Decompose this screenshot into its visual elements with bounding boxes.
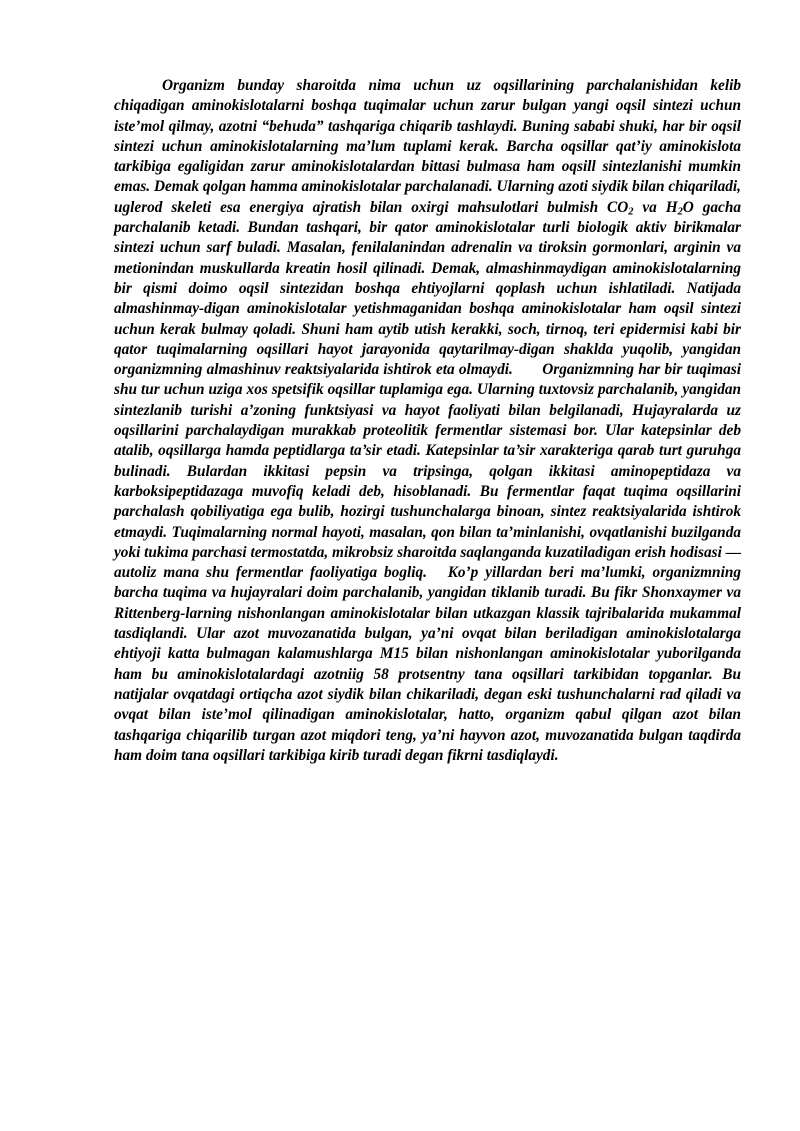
co2-formula — [607, 199, 633, 216]
paragraph-2: Organizmning har bir tuqimasi shu tur uchun uziga xos spetsifik oqsillar tuplamiga ega. Ularning tuxtovsiz parchalanib, yangidan sintezlanib turishi a’zoning funktsiyasi va hayot faoliyati bilan belgilanadi, Hujayralarda uz oqsillarini parchalaydigan murakkab proteolitik fermentlar sistemasi bor. Ular katepsinlar deb atalib, oqsillarga hamda peptidlarga ta’sir etadi. Katepsinlar ta’sir xarakteriga qarab turt guruhga bulinadi. Bulardan ikkitasi pepsin va tripsinga, qolgan ikkitasi aminopeptidaza va karboksipeptidazaga muvofiq keladi deb, hisoblanadi. Bu fermentlar faqat tuqima oqsillarini parchalash qobiliyatiga ega bulib, hozirgi tushunchalarga binoan, sintez reaktsiyalarida ishtirok etmaydi. Tuqimalarning normal hayoti, masalan, qon bilan ta’minlanishi, ovqatlanishi buzilganda yoki tukima parchasi termostatda, mikrobsiz sharoitda saqlanganda kuzatiladigan erish hodisasi — autoliz mana shu fermentlar faoliyatiga bogliq. — [114, 361, 741, 582]
paragraph-1: Organizm bunday sharoitda nima uchun uz oqsillarining parchalanishidan kelib chiqadigan aminokislotalarni boshqa tuqimalar uchun zarur bulgan yangi oqsil sintezi uchun iste’mol qilmay, azotni “behuda” tashqariga chiqarib tashlaydi. Buning sababi shuki, har bir oqsil sintezi uchun aminokislotalarning ma’lum tuplami kerak. Barcha oqsillar qat’iy aminokislota tarkibiga egaligidan zarur aminokislotalardan bittasi bulmasa ham oqsill sintezlanishi mumkin emas. Demak qolgan hamma aminokislotalar parchalanadi. Ularning azoti siydik bilan chiqariladi, uglerod skeleti esa energiya ajratish bilan oxirgi mahsulotlari bulmish — [114, 77, 741, 216]
h2o-formula — [666, 199, 694, 216]
paragraph-1-end: gacha parchalanib ketadi. Bundan tashqari, bir qator aminokislotalar turli biologik aktiv birikmalar sintezi uchun sarf buladi. Masalan, fenilalanindan adrenalin va tiroksin gormonlari, arginin va metionindan muskullarda kreatin hosil qilinadi. Demak, almashinmaydigan aminokislotalarning bir qismi doimo oqsil sintezidan boshqa ehtiyojlarni qoplash uchun ishlatiladi. Natijada almashinmay-digan aminokislotalar yetishmaganidan boshqa aminokislotalar ham oqsil sintezi uchun kerak bulmay qoladi. Shuni ham aytib utish kerakki, soch, tirnoq, teri epidermisi kabi bir qator tuqimalarning oqsillari hayot jarayonida qaytarilmay-digan shaklda yuqolib, yangidan organizmning almashinuv reaktsiyalarida ishtirok eta olmaydi. — [114, 198, 741, 379]
co2-base: CO — [607, 198, 629, 216]
document-page — [114, 76, 741, 766]
co2-subscript: 2 — [628, 206, 634, 218]
connector-text: va — [633, 198, 666, 216]
paragraph-3: Ko’p yillardan beri ma’lumki, organizmning barcha tuqima va hujayralari doim parchalanib, yangidan tiklanib turadi. Bu fikr Shonxaymer va Rittenberg-larning nishonlangan aminokislotalar bilan utkazgan klassik tajribalarida mukammal tasdiqlandi. Ular azot muvozanatida bulgan, ya’ni ovqat bilan beriladigan aminokislotalarga ehtiyoji katta bulmagan kalamushlarga M15 bilan nishonlangan aminokislotalar yuborilganda ham bu aminokislotalardagi azotniig 58 protsentny tana oqsillari tarkibidan topganlar. Bu natijalar ovqatdagi ortiqcha azot siydik bilan chikariladi, degan eski tushunchalarni rad qiladi va ovqat bilan iste’mol qilinadigan aminokislotalar, hatto, organizm qabul qilgan azot bilan tashqariga chiqarilib turgan azot miqdori teng, ya’ni hayvon azot, muvozanatida bulgan taqdirda ham doim tana oqsillari tarkibiga kirib turadi degan fikrni tasdiqlaydi. — [114, 564, 741, 764]
body-text — [114, 76, 741, 766]
h2o-subscript: 2 — [677, 206, 683, 218]
h2o-tail: O — [682, 198, 694, 216]
h2o-base: H — [665, 198, 678, 216]
